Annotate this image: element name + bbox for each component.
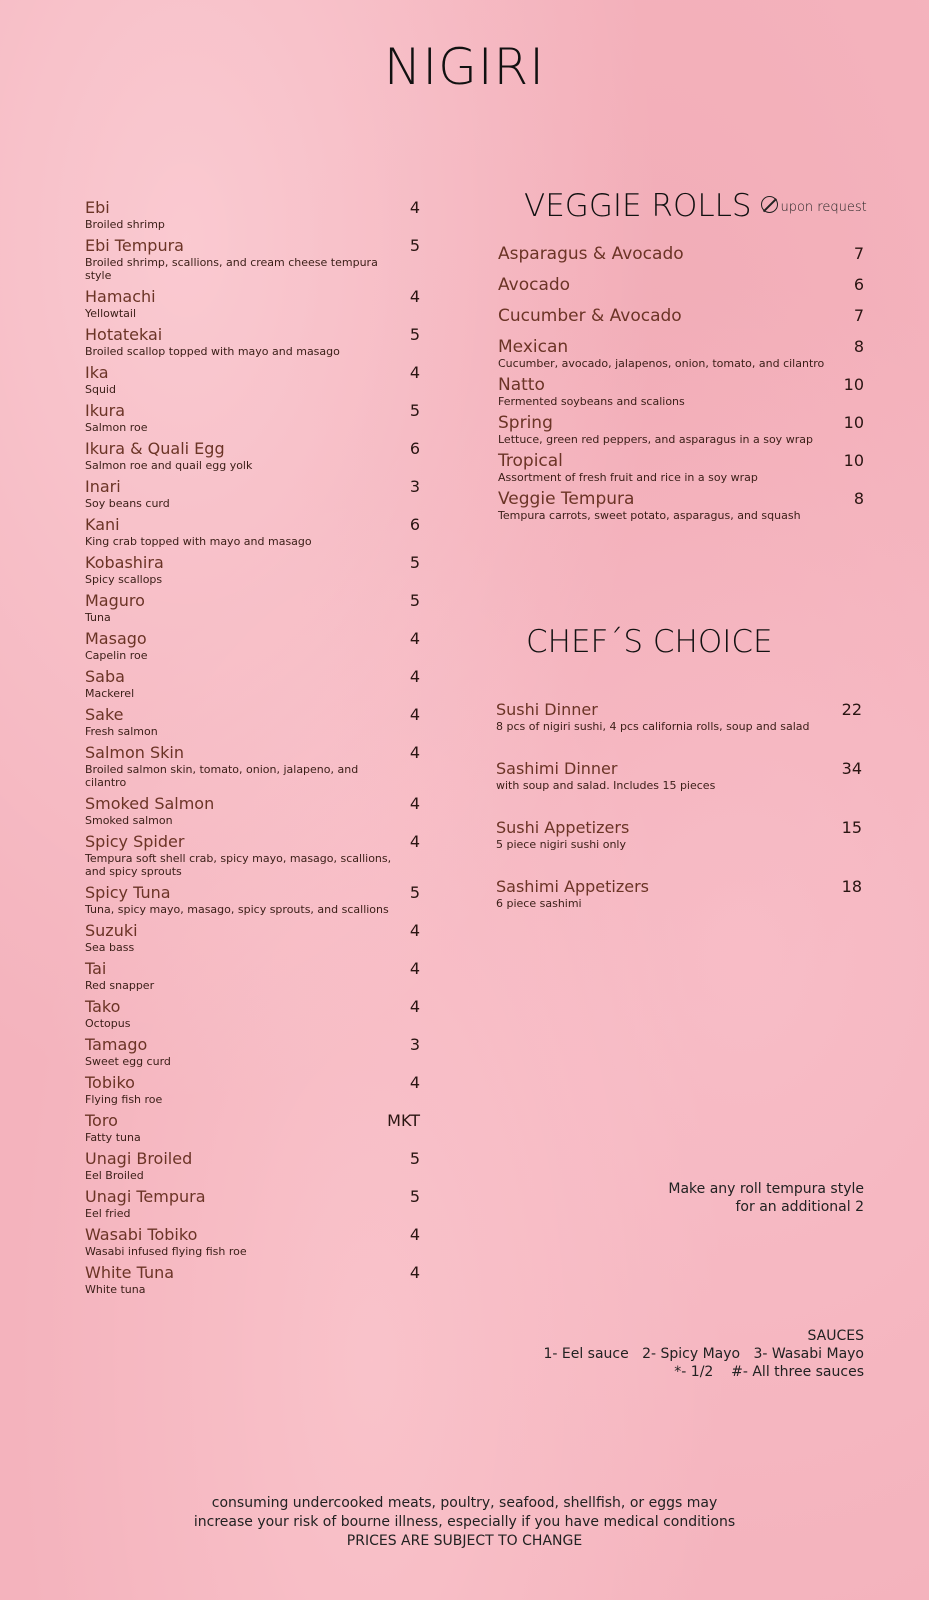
nigiri-item [85, 1225, 420, 1258]
nigiri-item-name: Maguro [85, 591, 145, 610]
nigiri-item-name: Toro [85, 1111, 118, 1130]
nigiri-item [85, 743, 420, 789]
footer-line3: PRICES ARE SUBJECT TO CHANGE [346, 1533, 583, 1549]
nigiri-item-price: 4 [409, 959, 420, 978]
nigiri-item-description: Sweet egg curd [85, 1055, 171, 1068]
nigiri-item-price: 5 [409, 236, 420, 255]
nigiri-item-name: Tako [85, 997, 121, 1016]
nigiri-item [85, 832, 420, 878]
chefs-choice-item-price: 22 [841, 700, 862, 719]
nigiri-item-price: 3 [409, 477, 420, 496]
chefs-choice-item-name: Sushi Appetizers [496, 818, 630, 837]
nigiri-item-description: Yellowtail [85, 307, 137, 320]
nigiri-item-name: Saba [85, 667, 125, 686]
chefs-choice-item-name: Sashimi Dinner [496, 759, 618, 778]
nigiri-item-description: Tuna, spicy mayo, masago, spicy sprouts, and scallions [85, 903, 389, 916]
veggie-roll-item-description: Lettuce, green red peppers, and asparagus in a soy wrap [498, 433, 813, 446]
veggie-roll-item-name: Mexican [498, 337, 569, 357]
nigiri-item [85, 1111, 420, 1144]
nigiri-item-name: Smoked Salmon [85, 794, 215, 813]
veggie-roll-item-price: 8 [853, 337, 864, 356]
nigiri-item-price: 5 [409, 1149, 420, 1168]
nigiri-item-description: Salmon roe [85, 421, 148, 434]
nigiri-item-name: Sake [85, 705, 124, 724]
nigiri-item-description: Salmon roe and quail egg yolk [85, 459, 253, 472]
nigiri-item [85, 439, 420, 472]
veggie-rolls-heading [524, 188, 867, 224]
nigiri-item-price: 4 [409, 363, 420, 382]
nigiri-item-name: Spicy Spider [85, 832, 185, 851]
veggie-roll-item-name: Tropical [498, 451, 563, 471]
nigiri-item-name: Tai [85, 959, 107, 978]
nigiri-item-price: 5 [409, 1187, 420, 1206]
nigiri-item [85, 1187, 420, 1220]
nigiri-item-description: King crab topped with mayo and masago [85, 535, 312, 548]
nigiri-item-description: Tuna [85, 611, 111, 624]
chefs-choice-item-description: with soup and salad. Includes 15 pieces [496, 779, 716, 792]
nigiri-list [85, 198, 420, 1301]
nigiri-item [85, 553, 420, 586]
nigiri-item-price: 4 [409, 667, 420, 686]
nigiri-item-price: 4 [409, 743, 420, 762]
veggie-roll-item-price: 8 [853, 489, 864, 508]
page-title: NIGIRI [383, 38, 546, 96]
nigiri-item-description: Tempura soft shell crab, spicy mayo, masago, scallions, and spicy sprouts [85, 852, 392, 878]
sauces-line1: 1- Eel sauce 2- Spicy Mayo 3- Wasabi Mayo [543, 1346, 864, 1362]
chefs-choice-item [496, 759, 862, 792]
nigiri-item-price: 4 [409, 287, 420, 306]
nigiri-item-description: Eel fried [85, 1207, 131, 1220]
nigiri-item-price: 5 [409, 401, 420, 420]
nigiri-item-description: Eel Broiled [85, 1169, 144, 1182]
nigiri-item-description: Sea bass [85, 941, 135, 954]
veggie-roll-item [498, 375, 864, 408]
nigiri-item-description: Octopus [85, 1017, 131, 1030]
sauces-note [543, 1327, 864, 1381]
nigiri-item-name: Ebi Tempura [85, 236, 184, 255]
nigiri-item-name: Masago [85, 629, 147, 648]
veggie-roll-item [498, 275, 864, 295]
nigiri-item [85, 629, 420, 662]
footer-line2: increase your risk of bourne illness, especially if you have medical conditions [193, 1514, 736, 1530]
veggie-roll-item [498, 451, 864, 484]
nigiri-item-name: Kani [85, 515, 120, 534]
nigiri-item [85, 1263, 420, 1296]
nigiri-item-price: 4 [409, 1225, 420, 1244]
nigiri-item [85, 1035, 420, 1068]
veggie-roll-item-price: 10 [843, 375, 864, 394]
nigiri-item [85, 477, 420, 510]
nigiri-item-description: Broiled salmon skin, tomato, onion, jalapeno, and cilantro [85, 763, 359, 789]
nigiri-item-price: 5 [409, 591, 420, 610]
nigiri-item [85, 705, 420, 738]
nigiri-item-price: 4 [409, 1263, 420, 1282]
nigiri-item-price: 4 [409, 705, 420, 724]
nigiri-item [85, 794, 420, 827]
chefs-choice-title: CHEF´S CHOICE [526, 624, 773, 660]
nigiri-item [85, 1149, 420, 1182]
chefs-choice-item-price: 18 [841, 877, 862, 896]
chefs-choice-item-name: Sashimi Appetizers [496, 877, 649, 896]
chefs-choice-list [496, 700, 862, 936]
nigiri-item-name: Ika [85, 363, 109, 382]
nigiri-item-name: Spicy Tuna [85, 883, 171, 902]
nigiri-item-description: Broiled shrimp, scallions, and cream cheese tempura style [85, 256, 378, 282]
veggie-roll-item [498, 244, 864, 264]
veggie-roll-item-price: 7 [853, 306, 864, 325]
sauces-line2: *- 1/2 #- All three sauces [674, 1364, 864, 1380]
nigiri-item-price: 5 [409, 883, 420, 902]
chefs-choice-item [496, 700, 862, 733]
nigiri-item [85, 198, 420, 231]
veggie-rolls-note: upon request [780, 200, 867, 215]
nigiri-item [85, 591, 420, 624]
nigiri-item [85, 363, 420, 396]
veggie-roll-item [498, 337, 864, 370]
nigiri-item-name: Suzuki [85, 921, 138, 940]
nigiri-item-price: 6 [409, 515, 420, 534]
nigiri-item-price: 3 [409, 1035, 420, 1054]
veggie-roll-item-description: Cucumber, avocado, jalapenos, onion, tomato, and cilantro [498, 357, 825, 370]
veggie-roll-item [498, 489, 864, 522]
veggie-roll-item-name: Natto [498, 375, 545, 395]
chefs-choice-item [496, 818, 862, 851]
chefs-choice-item-description: 6 piece sashimi [496, 897, 582, 910]
nigiri-item-description: Squid [85, 383, 116, 396]
nigiri-item-price: 4 [409, 832, 420, 851]
nigiri-item [85, 1073, 420, 1106]
nigiri-item-price: 4 [409, 794, 420, 813]
veggie-roll-item-name: Asparagus & Avocado [498, 244, 684, 264]
nigiri-item-description: Fatty tuna [85, 1131, 141, 1144]
nigiri-item-name: Hotatekai [85, 325, 163, 344]
nigiri-item-description: Mackerel [85, 687, 135, 700]
nigiri-item-name: Tobiko [85, 1073, 135, 1092]
nigiri-item [85, 401, 420, 434]
veggie-roll-item-name: Avocado [498, 275, 571, 295]
nigiri-item-name: Ebi [85, 198, 110, 217]
sauces-title: SAUCES [807, 1328, 864, 1344]
nigiri-item [85, 959, 420, 992]
chefs-choice-item-description: 5 piece nigiri sushi only [496, 838, 626, 851]
nigiri-item-description: Flying fish roe [85, 1093, 163, 1106]
nigiri-item-description: Capelin roe [85, 649, 148, 662]
veggie-roll-item-description: Tempura carrots, sweet potato, asparagus, and squash [498, 509, 801, 522]
nigiri-item-price: 4 [409, 1073, 420, 1092]
veggie-roll-item [498, 413, 864, 446]
nigiri-item [85, 287, 420, 320]
nigiri-item-description: Wasabi infused flying fish roe [85, 1245, 247, 1258]
nigiri-item-price: 4 [409, 997, 420, 1016]
nigiri-item [85, 997, 420, 1030]
chefs-choice-item-price: 15 [841, 818, 862, 837]
veggie-roll-item-name: Veggie Tempura [498, 489, 635, 509]
nigiri-item [85, 883, 420, 916]
nigiri-item [85, 921, 420, 954]
nigiri-item-description: Fresh salmon [85, 725, 158, 738]
footer-line1: consuming undercooked meats, poultry, seafood, shellfish, or eggs may [211, 1495, 718, 1511]
tempura-note-line1: Make any roll tempura style [668, 1181, 864, 1197]
nigiri-item-name: Ikura & Quali Egg [85, 439, 225, 458]
chefs-choice-item [496, 877, 862, 910]
nigiri-item-name: Unagi Tempura [85, 1187, 206, 1206]
nigiri-item [85, 667, 420, 700]
veggie-roll-item-name: Spring [498, 413, 553, 433]
nigiri-item-description: White tuna [85, 1283, 146, 1296]
nigiri-item-name: Salmon Skin [85, 743, 185, 762]
chefs-choice-item-description: 8 pcs of nigiri sushi, 4 pcs california rolls, soup and salad [496, 720, 810, 733]
nigiri-item-name: White Tuna [85, 1263, 175, 1282]
nigiri-item [85, 515, 420, 548]
footer-disclaimer [0, 1494, 929, 1551]
nigiri-item-description: Broiled scallop topped with mayo and masago [85, 345, 340, 358]
nigiri-item-price: MKT [387, 1111, 420, 1130]
veggie-roll-item-price: 10 [843, 451, 864, 470]
nigiri-item-name: Tamago [85, 1035, 148, 1054]
nigiri-item-price: 6 [409, 439, 420, 458]
veggie-roll-item-description: Fermented soybeans and scalions [498, 395, 685, 408]
nigiri-item-name: Kobashira [85, 553, 164, 572]
chefs-choice-item-name: Sushi Dinner [496, 700, 598, 719]
nigiri-item-description: Spicy scallops [85, 573, 163, 586]
veggie-roll-item [498, 306, 864, 326]
nigiri-item-price: 4 [409, 629, 420, 648]
tempura-note [668, 1180, 864, 1216]
veggie-roll-item-price: 6 [853, 275, 864, 294]
nigiri-item-description: Broiled shrimp [85, 218, 165, 231]
nigiri-item [85, 325, 420, 358]
nigiri-item-description: Smoked salmon [85, 814, 173, 827]
veggie-rolls-list [498, 244, 864, 527]
nigiri-item [85, 236, 420, 282]
veggie-rolls-title: VEGGIE ROLLS [524, 188, 752, 224]
veggie-roll-item-price: 7 [853, 244, 864, 263]
nigiri-item-name: Unagi Broiled [85, 1149, 193, 1168]
nigiri-item-price: 4 [409, 921, 420, 940]
chefs-choice-item-price: 34 [841, 759, 862, 778]
nigiri-item-price: 4 [409, 198, 420, 217]
nigiri-item-name: Wasabi Tobiko [85, 1225, 198, 1244]
nigiri-item-price: 5 [409, 553, 420, 572]
nigiri-item-name: Inari [85, 477, 121, 496]
veggie-roll-item-description: Assortment of fresh fruit and rice in a soy wrap [498, 471, 758, 484]
nigiri-item-price: 5 [409, 325, 420, 344]
gluten-free-icon [761, 196, 778, 213]
veggie-roll-item-name: Cucumber & Avocado [498, 306, 682, 326]
nigiri-item-name: Hamachi [85, 287, 156, 306]
tempura-note-line2: for an additional 2 [735, 1199, 864, 1215]
nigiri-item-description: Red snapper [85, 979, 155, 992]
nigiri-item-description: Soy beans curd [85, 497, 170, 510]
veggie-roll-item-price: 10 [843, 413, 864, 432]
nigiri-item-name: Ikura [85, 401, 126, 420]
